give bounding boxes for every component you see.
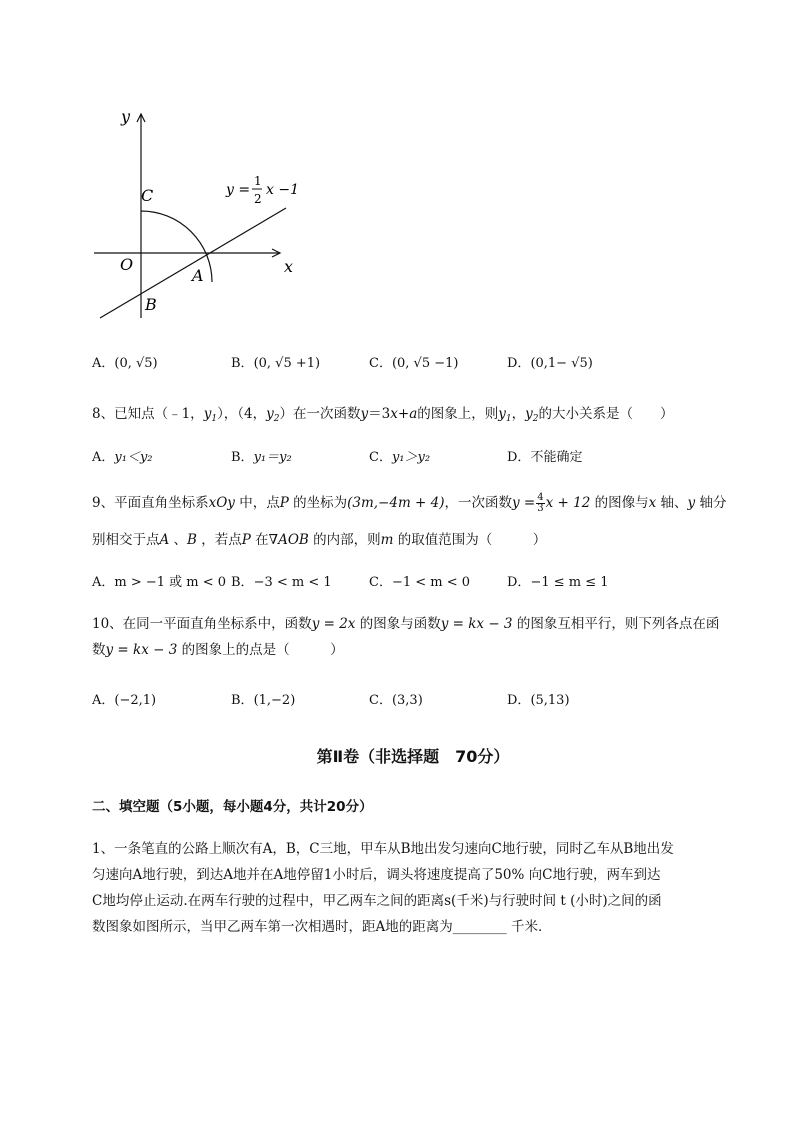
- q9-fraction: $\frac{4}{3}$: [537, 492, 544, 514]
- option-letter: B．: [231, 693, 254, 708]
- equation-denominator: 2: [254, 192, 262, 206]
- q7-option-d[interactable]: [507, 352, 593, 371]
- q9-option-b[interactable]: [231, 571, 332, 590]
- option-text: −1 < m < 0: [391, 575, 471, 590]
- q9-option-d[interactable]: [507, 571, 609, 590]
- equation-lhs: y =: [226, 182, 251, 198]
- option-text: −1 ≤ m ≤ 1: [530, 575, 609, 590]
- coordinate-figure: [80, 100, 320, 330]
- option-text: (5,13): [530, 693, 570, 708]
- option-letter: D．: [507, 693, 531, 708]
- q8-stem: 8、已知点（﹣1，$y_1$），（4，$y_2$）在一次函数y＝3x+a的图象上，则$y_1$，$y_2$的大小关系是（ ）: [92, 406, 674, 424]
- option-letter: A．: [92, 575, 115, 590]
- q9-stem-line2: 别相交于点A 、B ，若点P 在∇AOB 的内部，则m 的取值范围为（ ）: [92, 532, 547, 548]
- option-text: y₁＝y₂: [253, 450, 292, 465]
- option-text: m > −1 或 m < 0: [114, 575, 227, 590]
- q9-option-c[interactable]: [369, 571, 470, 590]
- option-text: 不能确定: [530, 450, 583, 465]
- point-b-label: B: [145, 295, 157, 314]
- point-c-label: C: [141, 186, 154, 205]
- option-text: (3,3): [391, 693, 423, 708]
- option-letter: C．: [369, 356, 392, 371]
- fill1-line3: C地均停止运动.在两车行驶的过程中，甲乙两车之间的距离s(千米)与行驶时间 t (小时)之间的函: [92, 893, 662, 909]
- option-text: (1,−2): [253, 693, 296, 708]
- q10-stem-line2: 数y = kx − 3 的图象上的点是（ ）: [92, 642, 344, 658]
- fill1-line4: 数图象如图所示，当甲乙两车第一次相遇时，距A地的距离为________ 千米．: [92, 919, 552, 935]
- q9-option-a[interactable]: [92, 571, 226, 590]
- q7-option-c[interactable]: [369, 352, 458, 371]
- y-axis-label: y: [121, 107, 131, 126]
- option-letter: C．: [369, 450, 392, 465]
- option-letter: D．: [507, 450, 531, 465]
- option-letter: A．: [92, 450, 115, 465]
- option-letter: B．: [231, 356, 254, 371]
- fill1-line2: 匀速向A地行驶，到达A地并在A地停留1小时后，调头将速度提高了50% 向C地行驶，两车到达: [92, 867, 661, 883]
- option-letter: C．: [369, 693, 392, 708]
- option-text: y₁＞y₂: [391, 450, 431, 465]
- fill1-line1: 1、一条笔直的公路上顺次有A，B，C三地，甲车从B地出发匀速向C地行驶，同时乙车从B地出发: [92, 841, 674, 857]
- option-text: y₁＜y₂: [114, 450, 153, 465]
- option-letter: D．: [507, 575, 531, 590]
- option-text: (0,1− √5): [530, 356, 593, 371]
- q9-stem-line1: 9、平面直角坐标系xOy 中，点P 的坐标为(3m,−4m + 4)，一次函数y = $\frac{4}{3}$ x + 12 的图像与x 轴、y 轴分: [92, 492, 727, 514]
- q7-option-b[interactable]: [231, 352, 320, 371]
- option-text: −3 < m < 1: [253, 575, 332, 590]
- q8-option-d[interactable]: [507, 446, 582, 465]
- part2-title: 第Ⅱ卷（非选择题 70分）: [316, 747, 510, 766]
- q8-option-a[interactable]: [92, 446, 153, 465]
- q7-option-a[interactable]: [92, 352, 158, 371]
- q8-option-c[interactable]: [369, 446, 430, 465]
- q8-option-b[interactable]: [231, 446, 292, 465]
- equation-rhs: x −1: [266, 182, 299, 198]
- option-letter: B．: [231, 450, 254, 465]
- option-letter: B．: [231, 575, 254, 590]
- q10-option-a[interactable]: [92, 689, 156, 708]
- option-letter: C．: [369, 575, 392, 590]
- option-text: (0, √5): [114, 356, 158, 371]
- q10-option-d[interactable]: [507, 689, 570, 708]
- option-letter: A．: [92, 693, 115, 708]
- option-text: (0, √5 −1): [391, 356, 459, 371]
- q10-option-c[interactable]: [369, 689, 423, 708]
- equation-numerator: 1: [254, 174, 262, 188]
- point-a-label: A: [192, 266, 204, 285]
- section2-title: 二、填空题（5小题，每小题4分，共计20分）: [92, 799, 373, 815]
- option-letter: D．: [507, 356, 531, 371]
- x-axis-label: x: [284, 257, 294, 276]
- option-text: (−2,1): [114, 693, 157, 708]
- q10-option-b[interactable]: [231, 689, 295, 708]
- option-text: (0, √5 +1): [253, 356, 321, 371]
- q10-stem-line1: 10、在同一平面直角坐标系中，函数y = 2x 的图象与函数y = kx − 3 的图象互相平行，则下列各点在函: [92, 616, 720, 632]
- option-letter: A．: [92, 356, 115, 371]
- origin-label: O: [120, 255, 134, 274]
